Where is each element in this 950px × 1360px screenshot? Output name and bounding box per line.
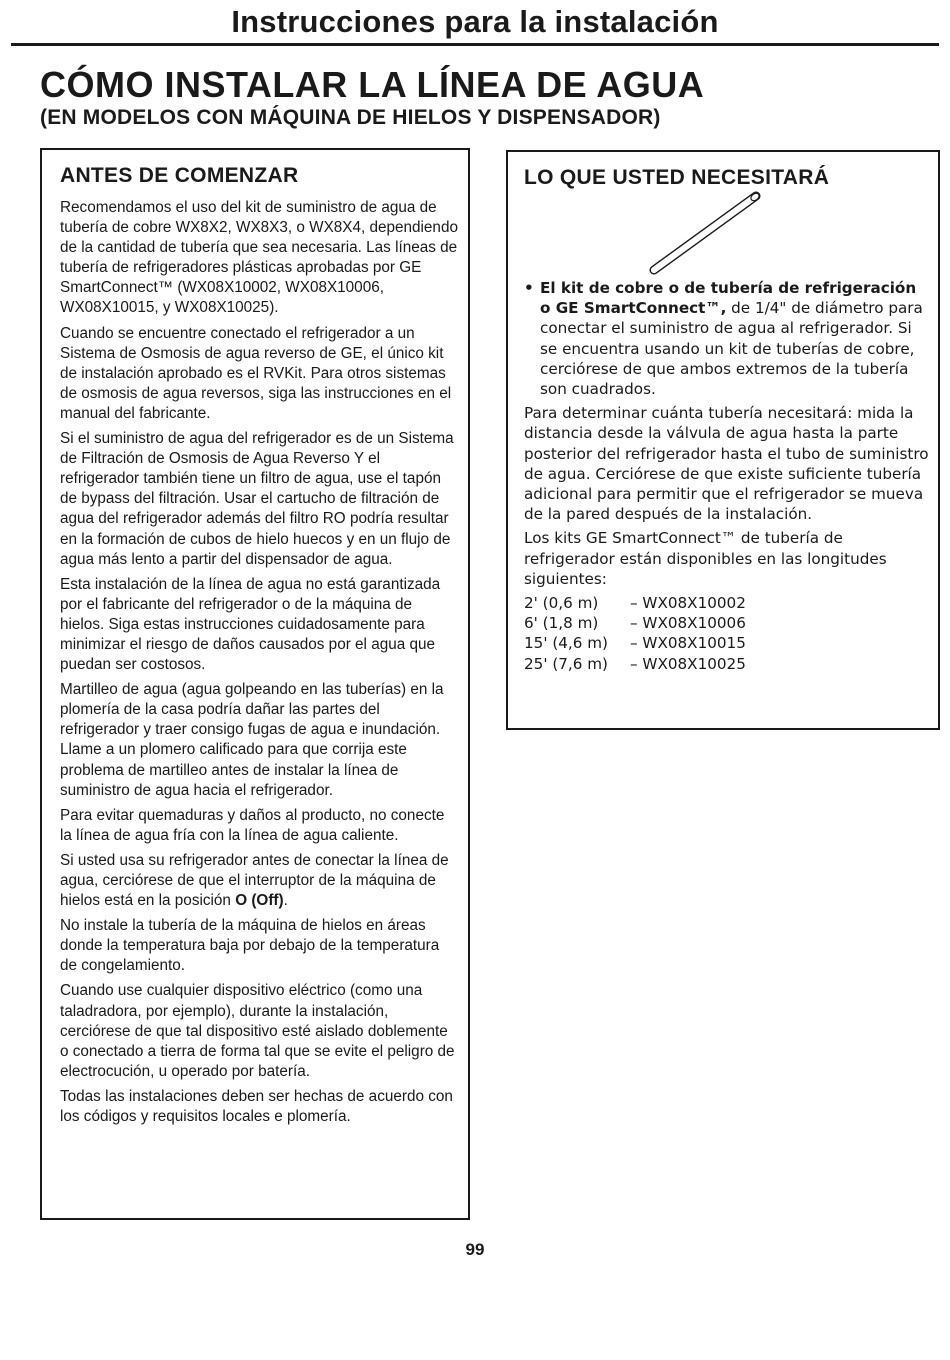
before-you-begin-heading: ANTES DE COMENZAR — [60, 164, 299, 187]
paragraph-water-hammer: Martilleo de agua (agua golpeando en las tuberías) en la plomería de la casa podría dañar las partes del refrigerador y traer consigo fugas de agua e inundación. Llame a un plomero calificado para que corrija este problema de martilleo antes de instalar la línea de suministro de agua hacia el refrigerador. — [60, 681, 444, 799]
paragraph-reverse-osmosis: Cuando se encuentre conectado el refrigerador a un Sistema de Osmosis de agua reverso de GE, el único kit de instalación aprobado es el RVKit. Para otros sistemas de osmosis de agua reversos, siga las instrucciones en el manual del fabricante. — [60, 324, 452, 422]
length-cell: 2' (0,6 m) — [524, 594, 599, 613]
paragraph-electrical: Cuando use cualquier dispositivo eléctrico (como una taladradora, por ejemplo), durante la instalación, cerciórese de que tal dispositivo esté aislado doblemente o conectado a tierra de forma tal que se evite el peligro de electrocución, u operado por batería. — [60, 982, 455, 1080]
paragraph-warranty: Esta instalación de la línea de agua no está garantizada por el fabricante del refrigerador o de la máquina de hielos. Siga estas instrucciones cuidadosamente para minimizar el riesgo de daños causados por el agua que puedan ser costosos. — [60, 575, 441, 674]
icemaker-off-text: Si usted usa su refrigerador antes de conectar la línea de agua, cerciórese de que el interruptor de la máquina de hielos está en la posición — [60, 851, 449, 910]
section-subtitle: (EN MODELOS CON MÁQUINA DE HIELOS Y DISPENSADOR) — [40, 106, 661, 129]
part-number-cell: – WX08X10025 — [630, 654, 746, 673]
tubing-kit-description: de 1/4" de diámetro para conectar el suministro de agua al refrigerador. Si se encuentra usando un kit de tuberías de cobre, cerciórese de que ambos extremos de la tubería son cuadrados. — [540, 299, 923, 399]
paragraph-codes: Todas las instalaciones deben ser hechas de acuerdo con los códigos y requisitos locales e plomería. — [60, 1087, 453, 1126]
paragraph-measure-tubing: Para determinar cuánta tubería necesitará: mida la distancia desde la válvula de agua hasta la parte posterior del refrigerador hasta el tubo de suministro de agua. Cerciórese de que existe suficiente tubería adicional para permitir que el refrigerador se mueva de la pared después de la instalación. — [524, 404, 929, 524]
off-position-label: O (Off) — [235, 892, 284, 910]
tubing-lengths-table — [524, 593, 746, 674]
what-you-need-box — [506, 150, 940, 730]
page-header-title: Instrucciones para la instalación — [231, 4, 719, 39]
before-you-begin-text — [60, 198, 460, 1132]
length-cell: 15' (4,6 m) — [524, 634, 608, 653]
before-you-begin-box — [40, 148, 470, 1220]
section-title: CÓMO INSTALAR LA LÍNEA DE AGUA — [40, 64, 705, 105]
paragraph-icemaker-off — [60, 851, 460, 911]
length-cell: 6' (1,8 m) — [524, 614, 599, 633]
bullet-marker: • — [524, 279, 534, 297]
what-you-need-heading: LO QUE USTED NECESITARÁ — [524, 166, 830, 189]
header-divider — [11, 43, 939, 46]
copper-tube-icon — [638, 188, 768, 278]
table-row — [524, 593, 746, 613]
page-number: 99 — [465, 1240, 485, 1259]
what-you-need-text — [524, 278, 929, 674]
tubing-kit-bullet — [524, 278, 929, 399]
paragraph-filtration-bypass: Si el suministro de agua del refrigerador es de un Sistema de Filtración de Osmosis de Agua Reverso Y el refrigerador también tiene un filtro de agua, use el tapón de bypass del filtración. Usar el cartucho de filtración de agua del refrigerador además del filtro RO podría resultar en la formación de cubos de hielo huecos y en un flujo de agua más lento a partir del dispensador de agua. — [60, 430, 454, 568]
part-number-cell: – WX08X10002 — [630, 594, 746, 613]
paragraph-copper-kit: Recomendamos el uso del kit de suministro de agua de tubería de cobre WX8X2, WX8X3, o WX8X4, dependiendo de la cantidad de tubería que sea necesaria. Las líneas de tubería de refrigeradores plásticas aprobadas por GE SmartConnect™ (WX08X10002, WX08X10006, WX08X10015, y WX08X10025). — [60, 199, 458, 317]
part-number-cell: – WX08X10006 — [630, 614, 746, 633]
icemaker-off-end: . — [283, 892, 288, 910]
paragraph-kit-lengths: Los kits GE SmartConnect™ de tubería de refrigerador están disponibles en las longitudes siguientes: — [524, 529, 887, 588]
table-row — [524, 613, 746, 633]
paragraph-hot-water: Para evitar quemaduras y daños al producto, no conecte la línea de agua fría con la línea de agua caliente. — [60, 806, 445, 844]
length-cell: 25' (7,6 m) — [524, 654, 608, 673]
table-row — [524, 633, 746, 653]
part-number-cell: – WX08X10015 — [630, 634, 746, 653]
tubing-kit-name: El kit de cobre o de tubería de refrigeración o GE SmartConnect™, — [540, 279, 917, 318]
table-row — [524, 654, 746, 674]
paragraph-freezing: No instale la tubería de la máquina de hielos en áreas donde la temperatura baja por debajo de la temperatura de congelamiento. — [60, 917, 440, 975]
